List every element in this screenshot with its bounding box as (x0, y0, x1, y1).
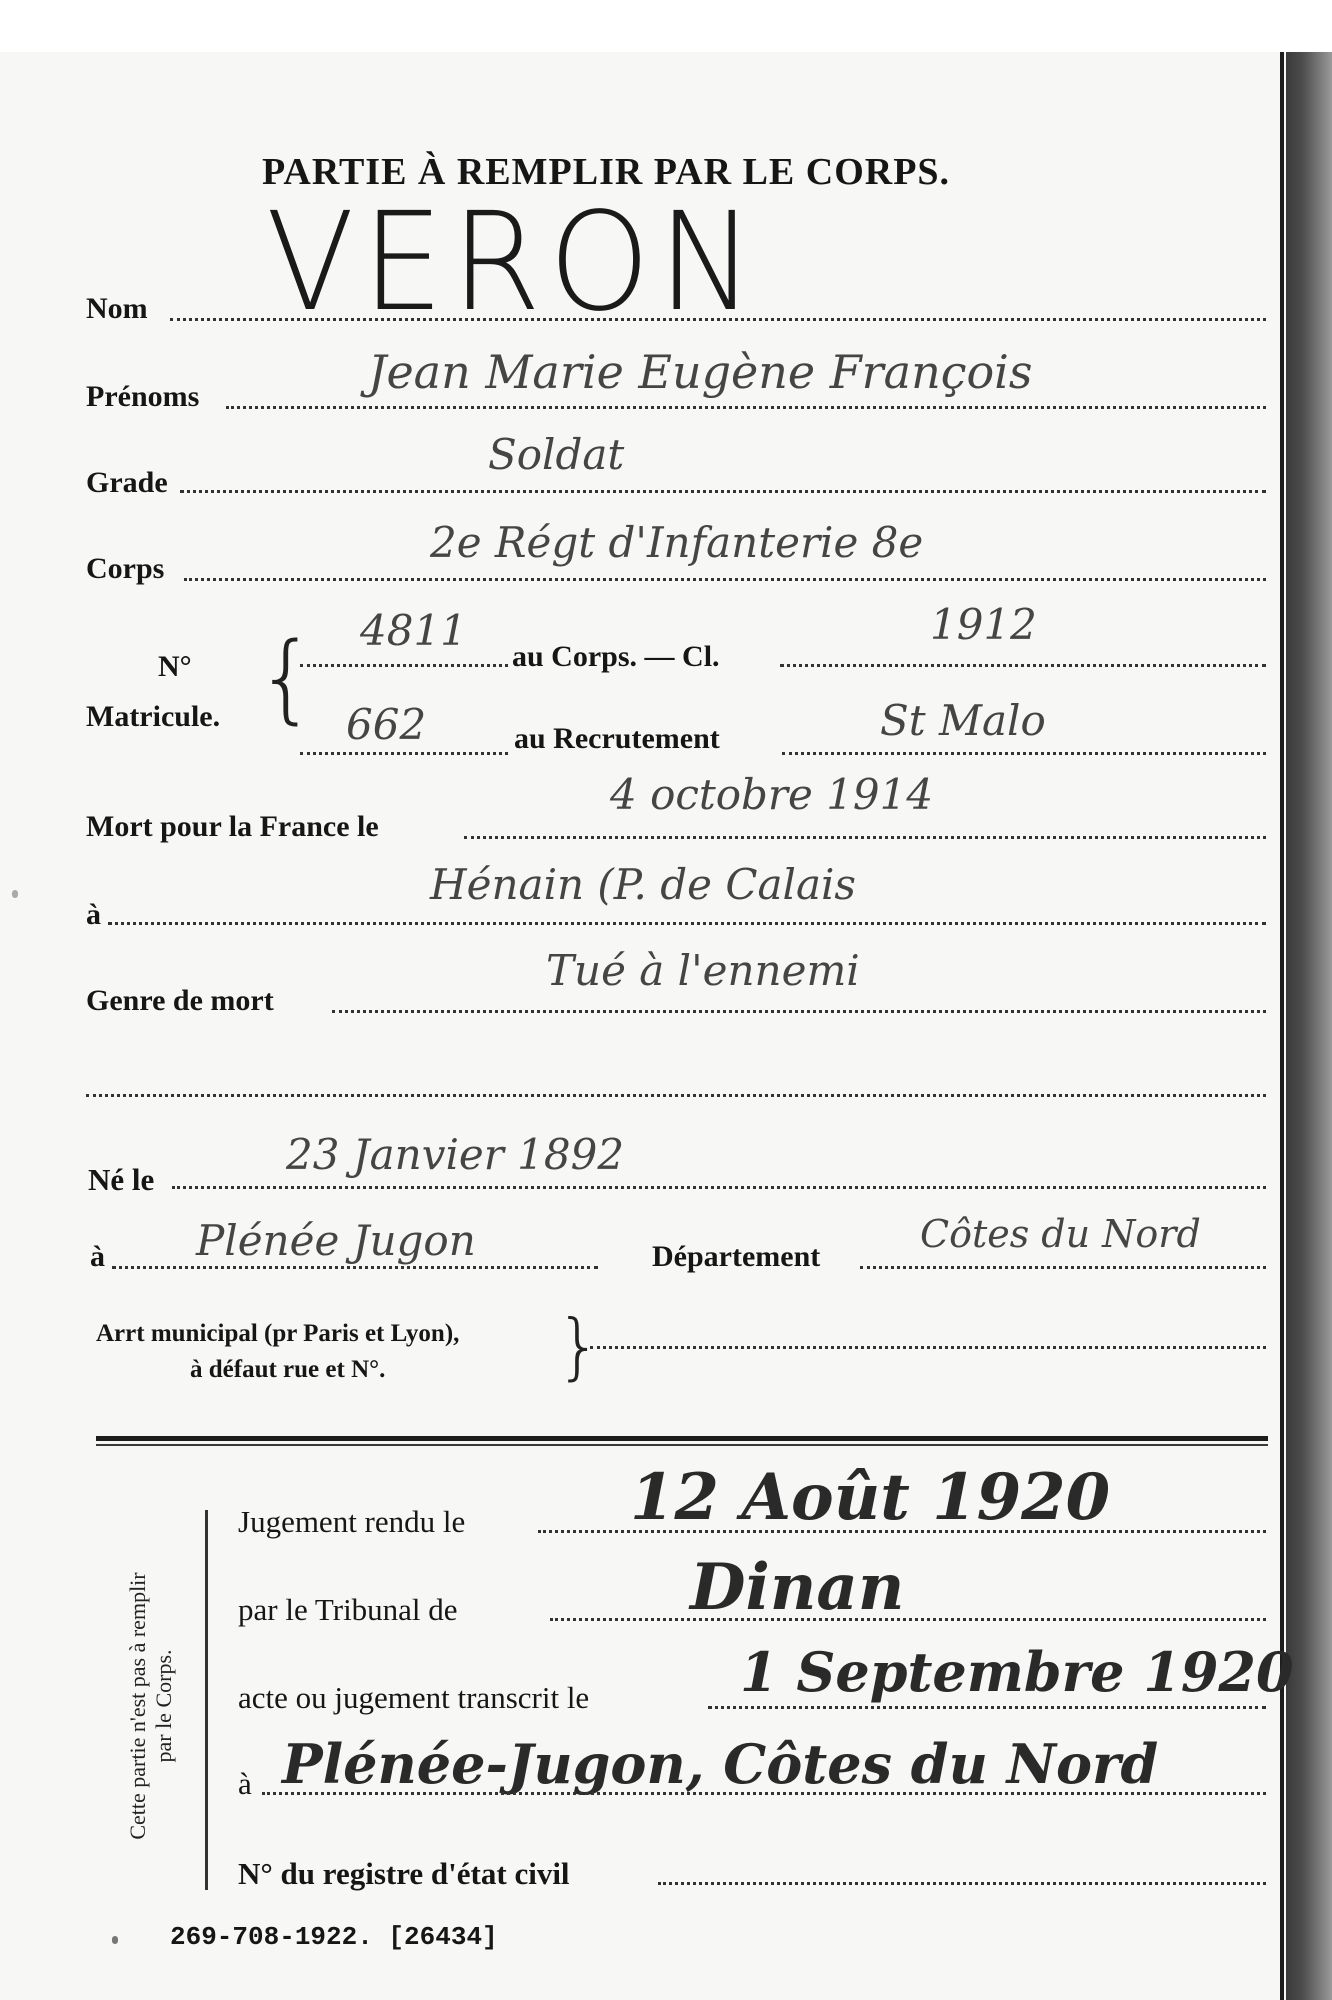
classe-dots (780, 664, 1266, 667)
tribunal-label: par le Tribunal de (238, 1592, 458, 1627)
arr-dots (590, 1346, 1266, 1349)
mort-lieu-value: Hénain (P. de Calais (430, 860, 856, 909)
form-heading: PARTIE À REMPLIR PAR LE CORPS. (262, 151, 951, 193)
arr-line2: à défaut rue et N°. (190, 1356, 386, 1383)
transcrit-date-value: 1 Septembre 1920 (740, 1640, 1294, 1704)
corps-dots (184, 578, 1266, 581)
nom-label: Nom (86, 292, 148, 325)
mort-date-value: 4 octobre 1914 (610, 770, 934, 819)
genre-mort-value: Tué à l'ennemi (546, 946, 860, 995)
genre-mort-label: Genre de mort (86, 984, 274, 1017)
jugement-date-label: Jugement rendu le (238, 1504, 466, 1539)
recrutement-place-dots (782, 752, 1266, 755)
naissance-date-label: Né le (88, 1162, 155, 1197)
grade-dots (180, 490, 1266, 493)
scan-edge (1286, 52, 1332, 2000)
ink-speck (112, 1936, 118, 1944)
matricule-no-label: N° (158, 650, 192, 683)
section-rule-thin (96, 1444, 1268, 1446)
naissance-date-value: 23 Janvier 1892 (286, 1130, 625, 1179)
nom-value: VERON (266, 184, 763, 342)
print-reference: 269-708-1922. [26434] (170, 1922, 498, 1952)
departement-dots (860, 1266, 1266, 1269)
matricule-brace: { (256, 622, 318, 734)
section-rule (96, 1436, 1268, 1441)
prenoms-value: Jean Marie Eugène François (368, 345, 1033, 399)
arr-brace: } (556, 1304, 602, 1388)
departement-label: Département (652, 1240, 821, 1273)
mort-date-label: Mort pour la France le (86, 810, 379, 843)
tribunal-dots (550, 1618, 1266, 1621)
classe-value: 1912 (930, 600, 1037, 649)
registre-dots (658, 1882, 1266, 1885)
matricule-corps-value: 4811 (360, 606, 467, 655)
grade-value: Soldat (488, 430, 625, 479)
side-bar (205, 1510, 208, 1890)
mort-date-dots (464, 836, 1266, 839)
page-edge-line (1280, 52, 1284, 2000)
transcrit-lieu-value: Plénée-Jugon, Côtes du Nord (282, 1732, 1159, 1796)
transcrit-date-dots (708, 1706, 1266, 1709)
prenoms-dots (226, 406, 1266, 409)
corps-label: Corps (86, 552, 165, 585)
naissance-date-dots (172, 1186, 1266, 1189)
jugement-date-dots (538, 1530, 1266, 1533)
matricule-label: Matricule. (86, 700, 221, 733)
recrutement-value: 662 (346, 700, 427, 749)
grade-label: Grade (86, 466, 168, 499)
arr-line1: Arrt municipal (pr Paris et Lyon), (96, 1320, 460, 1347)
matricule-corps-dots (300, 664, 508, 667)
registre-label: N° du registre d'état civil (238, 1856, 570, 1891)
recrutement-label: au Recrutement (514, 722, 720, 755)
ink-speck (12, 890, 18, 898)
mort-lieu-dots (108, 922, 1266, 925)
genre-mort-dots (332, 1010, 1266, 1013)
matricule-corps-label: au Corps. — Cl. (512, 640, 720, 673)
departement-value: Côtes du Nord (920, 1212, 1201, 1256)
naissance-lieu-dots (112, 1266, 598, 1269)
jugement-date-value: 12 Août 1920 (630, 1460, 1111, 1535)
transcrit-lieu-dots (262, 1792, 1266, 1795)
corps-value: 2e Régt d'Infanterie 8e (430, 518, 924, 567)
naissance-lieu-label: à (90, 1240, 105, 1273)
recrutement-dots (300, 752, 508, 755)
transcrit-date-label: acte ou jugement transcrit le (238, 1680, 590, 1715)
side-note (96, 1572, 206, 1840)
mort-lieu-label: à (86, 898, 101, 931)
transcrit-lieu-label: à (238, 1766, 252, 1801)
tribunal-value: Dinan (690, 1550, 905, 1625)
recrutement-place-value: St Malo (880, 696, 1046, 745)
side-note-text: Cette partie n'est pas à remplir par le Corps. (125, 1572, 176, 1840)
prenoms-label: Prénoms (86, 380, 200, 413)
nom-dots (170, 318, 1266, 321)
blank-dots-line (86, 1094, 1266, 1097)
naissance-lieu-value: Plénée Jugon (196, 1216, 476, 1265)
